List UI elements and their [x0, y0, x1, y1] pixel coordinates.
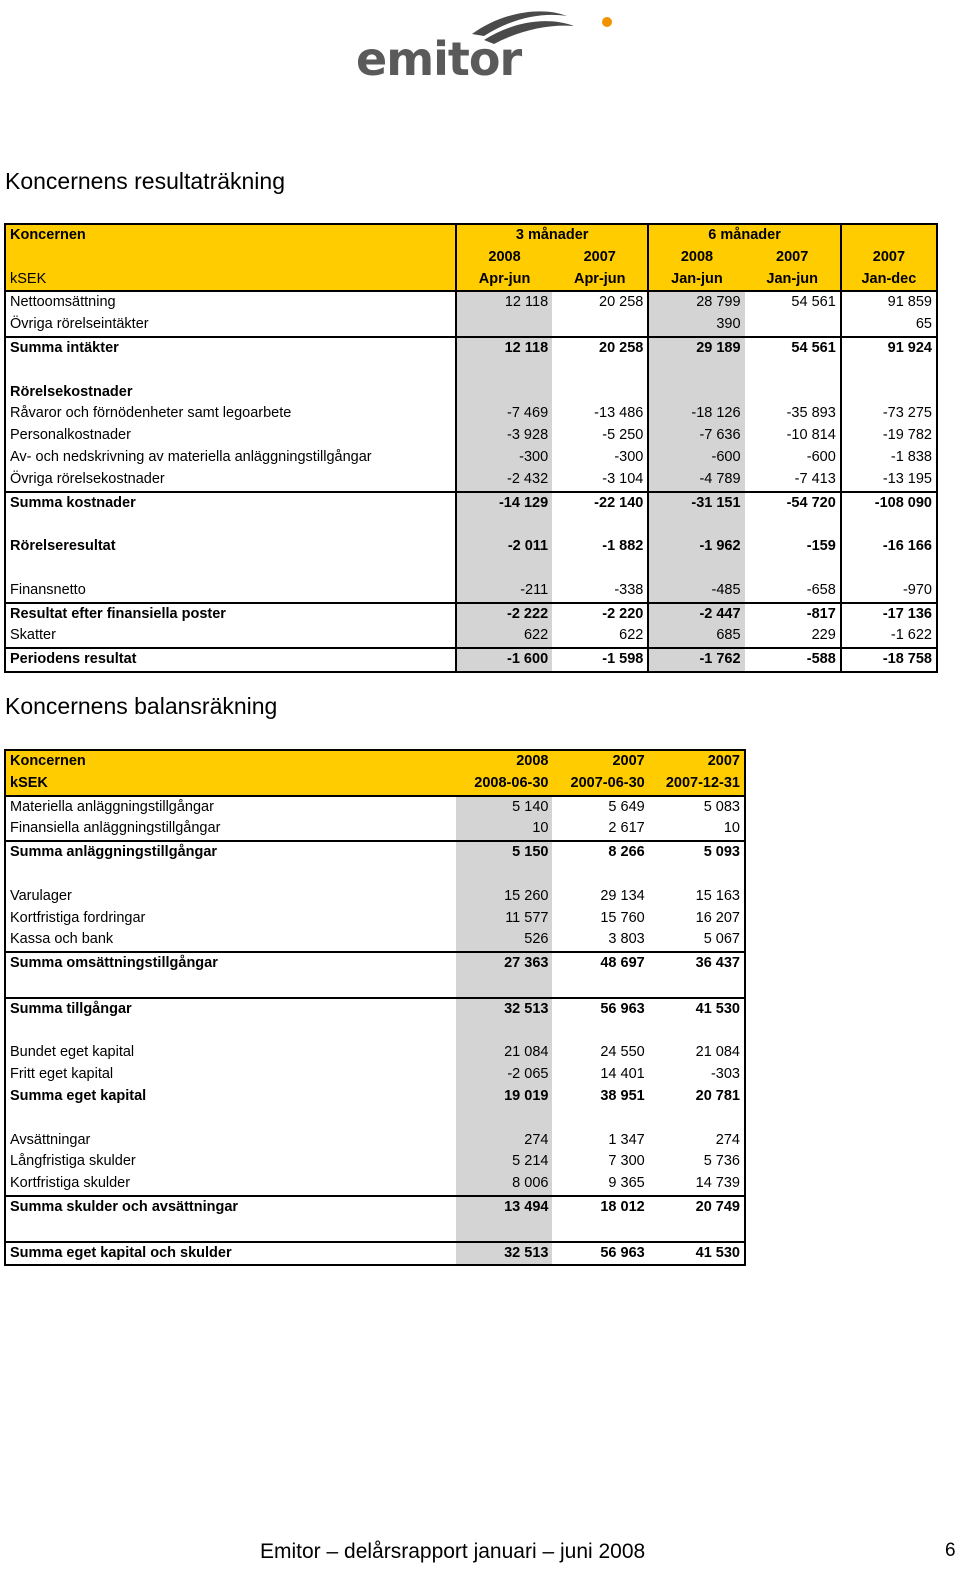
value-cell: 526 — [456, 929, 552, 952]
value-cell — [841, 382, 937, 404]
table-row — [5, 625, 937, 648]
income-head-blank — [5, 247, 456, 269]
spacer-cell — [5, 514, 456, 536]
value-cell: -3 104 — [602, 470, 644, 487]
balance-year-col: 2007 — [649, 750, 745, 773]
income-statement-table — [4, 223, 938, 673]
value-cell: 229 — [811, 627, 836, 644]
row-label: Skatter — [10, 627, 56, 644]
spacer-cell — [745, 514, 841, 536]
value-cell: 1 347 — [608, 1131, 645, 1148]
spacer-row — [5, 360, 937, 382]
table-row — [5, 403, 937, 425]
spacer-row — [5, 1108, 745, 1130]
value-cell: -3 928 — [456, 425, 552, 447]
value-cell: -31 151 — [648, 492, 744, 515]
value-cell: -17 136 — [841, 603, 937, 626]
row-label: Kassa och bank — [10, 931, 114, 948]
spacer-row — [5, 864, 745, 886]
value-cell: 10 — [723, 820, 740, 837]
value-cell: 14 739 — [695, 1175, 740, 1192]
value-cell: -14 129 — [456, 492, 552, 515]
spacer-cell — [648, 558, 744, 580]
value-cell: -817 — [745, 603, 841, 626]
spacer-cell — [649, 975, 745, 998]
row-label: Kortfristiga skulder — [10, 1175, 131, 1192]
value-cell: 20 258 — [552, 337, 648, 360]
value-cell: 14 401 — [600, 1066, 645, 1083]
spacer-cell — [552, 1108, 648, 1130]
spacer-row — [5, 558, 937, 580]
spacer-cell — [649, 1219, 745, 1242]
balance-date-col: 2007-06-30 — [552, 773, 648, 796]
row-label: Personalkostnader — [10, 427, 131, 444]
value-cell: 41 530 — [649, 998, 745, 1021]
value-cell: 15 760 — [600, 909, 645, 926]
balance-year-col: 2007 — [552, 750, 648, 773]
value-cell: -18 758 — [841, 648, 937, 672]
row-label: Resultat efter finansiella poster — [5, 603, 456, 626]
spacer-cell — [5, 975, 456, 998]
row-label: Varulager — [10, 887, 72, 904]
table-row — [5, 886, 745, 908]
row-label: Övriga rörelseintäkter — [10, 316, 149, 333]
value-cell: 29 189 — [648, 337, 744, 360]
value-cell: 36 437 — [649, 952, 745, 975]
income-period-full — [841, 224, 937, 247]
value-cell: -1 962 — [648, 536, 744, 558]
table-row — [5, 337, 937, 360]
value-cell: -2 065 — [456, 1064, 552, 1086]
value-cell: 274 — [456, 1130, 552, 1152]
spacer-cell — [648, 514, 744, 536]
table-row — [5, 818, 745, 841]
value-cell: 12 118 — [456, 337, 552, 360]
spacer-cell — [5, 1108, 456, 1130]
spacer-cell — [841, 558, 937, 580]
table-row — [5, 1196, 745, 1219]
table-row — [5, 648, 937, 672]
spacer-row — [5, 1219, 745, 1242]
value-cell: -1 762 — [648, 648, 744, 672]
value-cell: -73 275 — [841, 403, 937, 425]
income-period-6m: 6 månader — [648, 224, 840, 247]
value-cell: 5 083 — [649, 796, 745, 819]
spacer-cell — [552, 1219, 648, 1242]
spacer-cell — [5, 1219, 456, 1242]
spacer-cell — [5, 360, 456, 382]
spacer-cell — [456, 975, 552, 998]
value-cell: 56 963 — [552, 998, 648, 1021]
row-label: Av- och nedskrivning av materiella anläggningstillgångar — [10, 448, 372, 465]
value-cell — [648, 382, 744, 404]
income-year-col: 2008 — [648, 247, 744, 269]
spacer-cell — [841, 360, 937, 382]
value-cell: 5 649 — [552, 796, 648, 819]
table-row — [5, 1086, 745, 1108]
income-unit-label: kSEK — [5, 269, 456, 292]
row-label: Materiella anläggningstillgångar — [5, 796, 456, 819]
value-cell: -19 782 — [841, 425, 937, 447]
value-cell: -35 893 — [786, 405, 836, 422]
value-cell: 274 — [715, 1131, 740, 1148]
value-cell: 20 258 — [552, 291, 648, 314]
row-label: Summa eget kapital — [10, 1087, 147, 1104]
value-cell: -338 — [614, 581, 644, 598]
income-year-col: 2007 — [745, 247, 841, 269]
spacer-cell — [841, 514, 937, 536]
row-label: Långfristiga skulder — [10, 1153, 136, 1170]
value-cell: 5 067 — [703, 931, 740, 948]
table-row — [5, 314, 937, 337]
balance-date-col: 2008-06-30 — [456, 773, 552, 796]
spacer-cell — [5, 1021, 456, 1043]
value-cell: -7 636 — [648, 425, 744, 447]
table-row — [5, 469, 937, 492]
income-statement-body — [5, 224, 937, 672]
value-cell: -303 — [710, 1066, 740, 1083]
spacer-cell — [648, 360, 744, 382]
value-cell: -22 140 — [552, 492, 648, 515]
value-cell — [456, 314, 552, 337]
value-cell: 29 134 — [600, 887, 645, 904]
balance-sheet-table — [4, 749, 746, 1266]
table-row — [5, 382, 937, 404]
value-cell: 91 924 — [841, 337, 937, 360]
spacer-cell — [456, 360, 552, 382]
table-row — [5, 1130, 745, 1152]
row-label: Periodens resultat — [5, 648, 456, 672]
income-range-col: Jan-jun — [648, 269, 744, 292]
balance-date-col: 2007-12-31 — [649, 773, 745, 796]
value-cell: -1 882 — [602, 538, 644, 555]
value-cell: -2 447 — [648, 603, 744, 626]
value-cell: 5 736 — [703, 1153, 740, 1170]
value-cell: -13 195 — [841, 469, 937, 492]
value-cell: -1 600 — [456, 648, 552, 672]
spacer-cell — [456, 864, 552, 886]
spacer-cell — [456, 1219, 552, 1242]
table-row — [5, 841, 745, 864]
value-cell: 8 266 — [552, 841, 648, 864]
spacer-cell — [745, 558, 841, 580]
value-cell: 41 530 — [649, 1242, 745, 1266]
value-cell: 5 140 — [456, 796, 552, 819]
row-label: Finansiella anläggningstillgångar — [10, 820, 221, 837]
row-label: Rörelsekostnader — [10, 383, 133, 400]
spacer-row — [5, 975, 745, 998]
spacer-cell — [456, 1108, 552, 1130]
table-row — [5, 998, 745, 1021]
value-cell: 27 363 — [456, 952, 552, 975]
row-label: Summa eget kapital och skulder — [5, 1242, 456, 1266]
value-cell: -10 814 — [786, 427, 836, 444]
table-row — [5, 492, 937, 515]
income-year-col: 2007 — [841, 247, 937, 269]
value-cell: 11 577 — [456, 908, 552, 930]
value-cell: 54 561 — [745, 337, 841, 360]
value-cell — [456, 382, 552, 404]
row-label: Summa tillgångar — [5, 998, 456, 1021]
row-label: Nettoomsättning — [5, 291, 456, 314]
value-cell: -211 — [456, 580, 552, 603]
value-cell: -54 720 — [745, 492, 841, 515]
value-cell: 15 163 — [695, 887, 740, 904]
spacer-cell — [649, 1108, 745, 1130]
row-label: Summa skulder och avsättningar — [5, 1196, 456, 1219]
table-row — [5, 536, 937, 558]
table-row — [5, 1064, 745, 1086]
value-cell: 2 617 — [608, 820, 645, 837]
spacer-cell — [456, 1021, 552, 1043]
row-label: Fritt eget kapital — [10, 1066, 114, 1083]
value-cell: -108 090 — [841, 492, 937, 515]
value-cell: -16 166 — [841, 536, 937, 558]
value-cell: 390 — [648, 314, 744, 337]
spacer-cell — [552, 360, 648, 382]
value-cell: 21 084 — [695, 1044, 740, 1061]
value-cell: 622 — [619, 627, 644, 644]
value-cell: -1 622 — [841, 625, 937, 648]
table-row — [5, 929, 745, 952]
value-cell: 24 550 — [600, 1044, 645, 1061]
balance-group-label: Koncernen — [5, 750, 456, 773]
table-row — [5, 291, 937, 314]
table-row — [5, 952, 745, 975]
logo-wordmark: emitor — [356, 32, 522, 86]
value-cell: 8 006 — [456, 1173, 552, 1196]
income-range-col: Jan-jun — [745, 269, 841, 292]
value-cell — [745, 314, 841, 337]
value-cell: 65 — [841, 314, 937, 337]
value-cell: -159 — [806, 538, 836, 555]
table-row — [5, 796, 745, 819]
value-cell: 9 365 — [608, 1175, 645, 1192]
value-cell: -1 838 — [841, 447, 937, 469]
spacer-cell — [552, 975, 648, 998]
value-cell: 38 951 — [600, 1087, 645, 1104]
value-cell: -658 — [806, 581, 836, 598]
value-cell: 54 561 — [745, 291, 841, 314]
table-row — [5, 908, 745, 930]
value-cell: 5 093 — [649, 841, 745, 864]
income-range-col: Apr-jun — [456, 269, 552, 292]
balance-year-col: 2008 — [456, 750, 552, 773]
value-cell: 10 — [456, 818, 552, 841]
spacer-cell — [552, 864, 648, 886]
table-row — [5, 603, 937, 626]
value-cell: -2 220 — [552, 603, 648, 626]
page-number: 6 — [945, 1540, 956, 1561]
value-cell: 5 214 — [456, 1151, 552, 1173]
spacer-cell — [552, 1021, 648, 1043]
value-cell — [552, 382, 648, 404]
value-cell: -600 — [648, 447, 744, 469]
balance-unit-label: kSEK — [5, 773, 456, 796]
income-year-col: 2008 — [456, 247, 552, 269]
spacer-cell — [5, 558, 456, 580]
income-statement-title: Koncernens resultaträkning — [5, 168, 285, 194]
value-cell: -300 — [456, 447, 552, 469]
value-cell: -7 469 — [456, 403, 552, 425]
income-period-3m: 3 månader — [456, 224, 648, 247]
value-cell: -7 413 — [794, 470, 836, 487]
report-footer: Emitor – delårsrapport januari – juni 2008 — [260, 1540, 646, 1563]
value-cell: 15 260 — [456, 886, 552, 908]
spacer-row — [5, 1021, 745, 1043]
value-cell: -600 — [806, 448, 836, 465]
table-row — [5, 447, 937, 469]
value-cell: 622 — [456, 625, 552, 648]
row-label: Finansnetto — [10, 581, 86, 598]
table-row — [5, 1242, 745, 1266]
row-label: Bundet eget kapital — [10, 1044, 135, 1061]
row-label: Rörelseresultat — [10, 538, 116, 555]
value-cell: 20 749 — [649, 1196, 745, 1219]
spacer-cell — [456, 514, 552, 536]
spacer-cell — [456, 558, 552, 580]
spacer-cell — [5, 864, 456, 886]
spacer-cell — [552, 514, 648, 536]
row-label: Summa omsättningstillgångar — [5, 952, 456, 975]
income-range-col: Jan-dec — [841, 269, 937, 292]
table-row — [5, 1042, 745, 1064]
value-cell — [745, 382, 841, 404]
row-label: Summa kostnader — [5, 492, 456, 515]
value-cell: 20 781 — [695, 1087, 740, 1104]
row-label: Övriga rörelsekostnader — [10, 470, 165, 487]
table-row — [5, 1173, 745, 1196]
value-cell: 32 513 — [456, 998, 552, 1021]
income-year-col: 2007 — [552, 247, 648, 269]
table-row — [5, 425, 937, 447]
value-cell: 12 118 — [456, 291, 552, 314]
value-cell: -300 — [614, 448, 644, 465]
value-cell: -18 126 — [648, 403, 744, 425]
value-cell: 91 859 — [841, 291, 937, 314]
row-label: Summa intäkter — [5, 337, 456, 360]
value-cell: 685 — [648, 625, 744, 648]
value-cell: -2 222 — [456, 603, 552, 626]
value-cell: -485 — [648, 580, 744, 603]
value-cell: -4 789 — [648, 469, 744, 492]
table-row — [5, 580, 937, 603]
value-cell: -13 486 — [594, 405, 644, 422]
row-label: Avsättningar — [10, 1131, 91, 1148]
value-cell: -970 — [841, 580, 937, 603]
value-cell: 56 963 — [552, 1242, 648, 1266]
value-cell: 32 513 — [456, 1242, 552, 1266]
balance-sheet-body — [5, 750, 745, 1265]
value-cell: 13 494 — [456, 1196, 552, 1219]
balance-sheet-title: Koncernens balansräkning — [5, 693, 278, 719]
income-group-label: Koncernen — [5, 224, 456, 247]
emitor-logo — [352, 4, 622, 84]
value-cell: -5 250 — [602, 427, 644, 444]
income-range-col: Apr-jun — [552, 269, 648, 292]
spacer-cell — [649, 1021, 745, 1043]
value-cell: 7 300 — [608, 1153, 645, 1170]
value-cell: 18 012 — [552, 1196, 648, 1219]
value-cell: -588 — [745, 648, 841, 672]
spacer-cell — [745, 360, 841, 382]
value-cell: 5 150 — [456, 841, 552, 864]
row-label: Kortfristiga fordringar — [10, 909, 146, 926]
table-row — [5, 1151, 745, 1173]
value-cell: 28 799 — [648, 291, 744, 314]
value-cell — [552, 314, 648, 337]
value-cell: 19 019 — [456, 1086, 552, 1108]
value-cell: -2 011 — [456, 536, 552, 558]
value-cell: 48 697 — [552, 952, 648, 975]
row-label: Råvaror och förnödenheter samt legoarbete — [10, 405, 292, 422]
value-cell: -2 432 — [456, 469, 552, 492]
spacer-row — [5, 514, 937, 536]
row-label: Summa anläggningstillgångar — [5, 841, 456, 864]
spacer-cell — [649, 864, 745, 886]
value-cell: 3 803 — [608, 931, 645, 948]
value-cell: 16 207 — [695, 909, 740, 926]
value-cell: -1 598 — [552, 648, 648, 672]
value-cell: 21 084 — [456, 1042, 552, 1064]
spacer-cell — [552, 558, 648, 580]
